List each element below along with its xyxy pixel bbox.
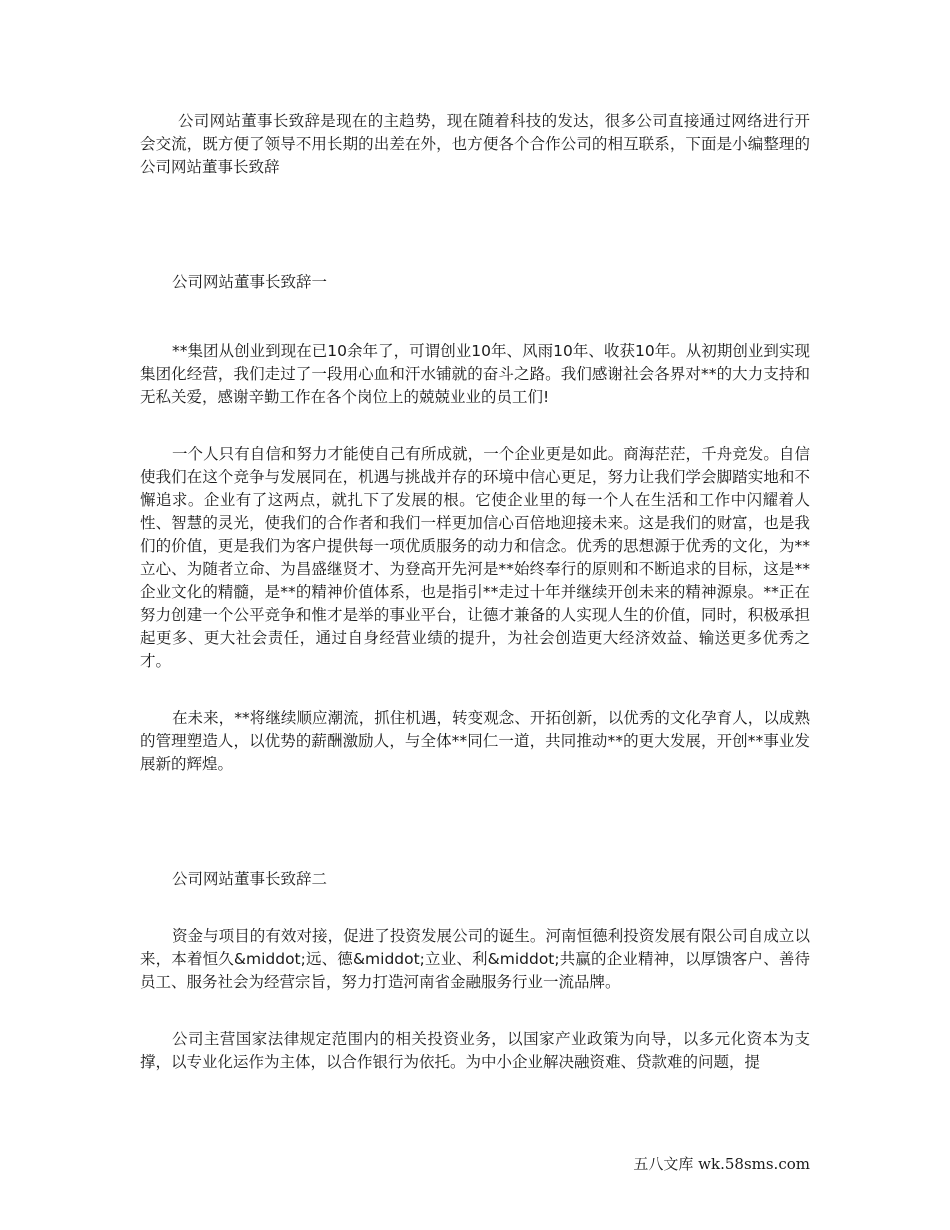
footer-watermark: 五八文库 wk.58sms.com — [633, 1155, 810, 1173]
section-1-paragraph-1: **集团从创业到现在已10余年了，可谓创业10年、风雨10年、收获10年。从初期创业到实现集团化经营，我们走过了一段用心血和汗水铺就的奋斗之路。我们感谢社会各界对**的大力支持和无私关爱，感谢辛勤工作在各个岗位上的兢兢业业的员工们! — [140, 342, 810, 406]
section-2-heading: 公司网站董事长致辞二 — [172, 870, 328, 888]
document-body — [140, 110, 810, 1074]
intro-paragraph: 公司网站董事长致辞是现在的主趋势，现在随着科技的发达，很多公司直接通过网络进行开会交流，既方便了领导不用长期的出差在外，也方便各个合作公司的相互联系，下面是小编整理的公司网站董事长致辞 — [140, 112, 810, 176]
section-1-heading: 公司网站董事长致辞一 — [172, 273, 328, 291]
section-2-paragraph-2: 公司主营国家法律规定范围内的相关投资业务，以国家产业政策为向导，以多元化资本为支撑，以专业化运作为主体，以合作银行为依托。为中小企业解决融资难、贷款难的问题，提 — [140, 1030, 810, 1071]
section-2-paragraph-1: 资金与项目的有效对接，促进了投资发展公司的诞生。河南恒德利投资发展有限公司自成立以来，本着恒久&middot;远、德&middot;立业、利&middot;共赢的企业精神，以厚馈客户、善待员工、服务社会为经营宗旨，努力打造河南省金融服务行业一流品牌。 — [140, 927, 810, 991]
section-1-paragraph-2: 一个人只有自信和努力才能使自己有所成就，一个企业更是如此。商海茫茫，千舟竞发。自信使我们在这个竞争与发展同在，机遇与挑战并存的环境中信心更足，努力让我们学会脚踏实地和不懈追求。企业有了这两点，就扎下了发展的根。它使企业里的每一个人在生活和工作中闪耀着人性、智慧的灵光，使我们的合作者和我们一样更加信心百倍地迎接未来。这是我们的财富，也是我们的价值，更是我们为客户提供每一项优质服务的动力和信念。优秀的思想源于优秀的文化，为**立心、为随者立命、为昌盛继贤才、为登高开先河是**始终奉行的原则和不断追求的目标，这是**企业文化的精髓，是**的精神价值体系，也是指引**走过十年并继续开创未来的精神源泉。**正在努力创建一个公平竞争和惟才是举的事业平台，让德才兼备的人实现人生的价值，同时，积极承担起更多、更大社会责任，通过自身经营业绩的提升，为社会创造更大经济效益、输送更多优秀之才。 — [140, 445, 810, 670]
section-1-paragraph-3: 在未来，**将继续顺应潮流，抓住机遇，转变观念、开拓创新，以优秀的文化孕育人，以成熟的管理塑造人，以优势的薪酬激励人，与全体**同仁一道，共同推动**的更大发展，开创**事业发展新的辉煌。 — [140, 709, 810, 773]
